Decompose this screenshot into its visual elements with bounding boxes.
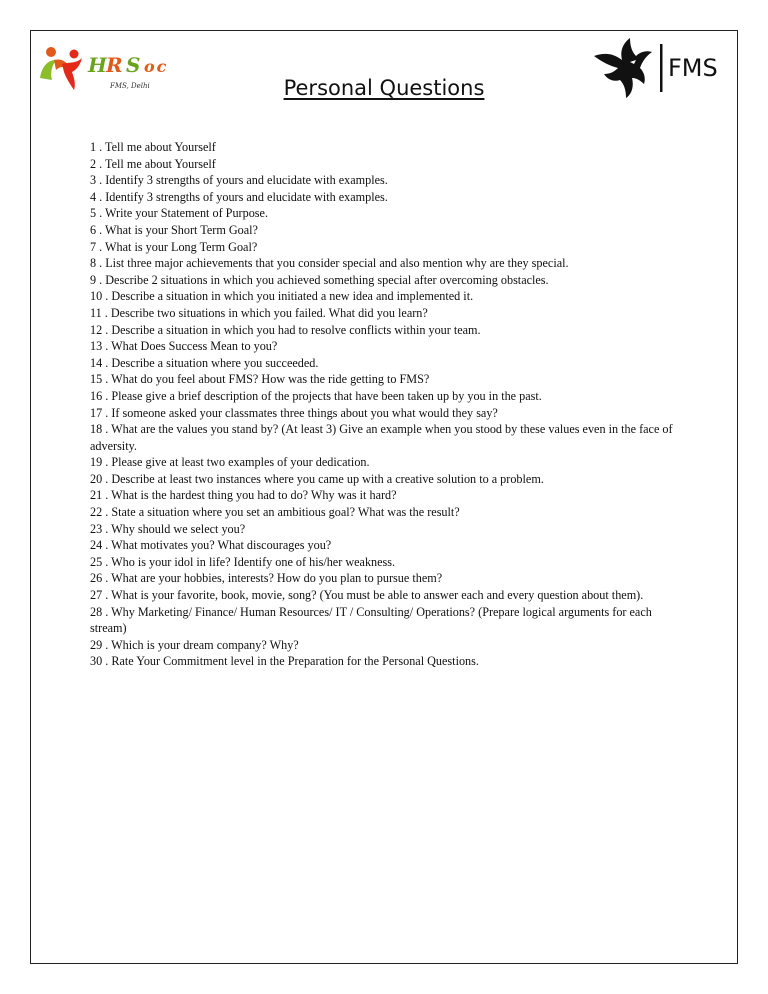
list-item: 16 . Please give a brief description of the projects that have been taken up by you in the past. (90, 388, 542, 403)
list-item: 14 . Describe a situation where you succeeded. (90, 355, 319, 370)
list-item: 28 . Why Marketing/ Finance/ Human Resources/ IT / Consulting/ Operations? (Prepare logical arguments for each stream) (90, 604, 652, 636)
svg-text:oc: oc (144, 57, 169, 76)
list-item: 30 . Rate Your Commitment level in the Preparation for the Personal Questions. (90, 654, 479, 669)
list-item: 27 . What is your favorite, book, movie, song? (You must be able to answer each and every question about them). (90, 588, 644, 603)
svg-text:S: S (126, 53, 143, 77)
list-item: 4 . Identify 3 strengths of yours and elucidate with examples. (90, 189, 388, 204)
list-item: 21 . What is the hardest thing you had to do? Why was it hard? (90, 488, 397, 503)
list-item: 24 . What motivates you? What discourages you? (90, 538, 332, 553)
list-item: 26 . What are your hobbies, interests? How do you plan to pursue them? (90, 571, 443, 586)
svg-text:FMS, Delhi: FMS, Delhi (110, 82, 150, 90)
list-item: 11 . Describe two situations in which you failed. What did you learn? (90, 305, 428, 320)
list-item: 8 . List three major achievements that you consider special and also mention why are they special. (90, 256, 569, 271)
list-item: 3 . Identify 3 strengths of yours and elucidate with examples. (90, 173, 388, 188)
list-item: 6 . What is your Short Term Goal? (90, 222, 258, 237)
list-item: 7 . What is your Long Term Goal? (90, 239, 258, 254)
list-item: 9 . Describe 2 situations in which you achieved something special after overcoming obstacles. (90, 272, 549, 287)
page-title: Personal Questions (283, 76, 485, 100)
list-item: 1 . Tell me about Yourself (90, 140, 216, 154)
list-item: 25 . Who is your idol in life? Identify one of his/her weakness. (90, 554, 396, 569)
list-item: 20 . Describe at least two instances where you came up with a creative solution to a problem. (90, 471, 544, 486)
list-item: 19 . Please give at least two examples of your dedication. (90, 455, 370, 470)
list-item: 10 . Describe a situation in which you initiated a new idea and implemented it. (90, 289, 474, 304)
svg-text:FMS: FMS (668, 54, 718, 82)
list-item: 29 . Which is your dream company? Why? (90, 637, 299, 652)
list-item: 15 . What do you feel about FMS? How was the ride getting to FMS? (90, 372, 430, 387)
question-list (90, 139, 690, 670)
list-item: 18 . What are the values you stand by? (At least 3) Give an example when you stood by these values even in the face of adversity. (90, 422, 673, 453)
svg-text:H: H (88, 53, 109, 77)
list-item: 22 . State a situation where you set an ambitious goal? What was the result? (90, 505, 460, 520)
list-item: 23 . Why should we select you? (90, 521, 246, 536)
svg-text:R: R (106, 53, 125, 77)
list-item: 13 . What Does Success Mean to you? (90, 339, 278, 354)
list-item: 5 . Write your Statement of Purpose. (90, 206, 269, 221)
list-item: 17 . If someone asked your classmates three things about you what would they say? (90, 405, 498, 420)
list-item: 2 . Tell me about Yourself (90, 156, 216, 171)
list-item: 12 . Describe a situation in which you had to resolve conflicts within your team. (90, 322, 481, 337)
